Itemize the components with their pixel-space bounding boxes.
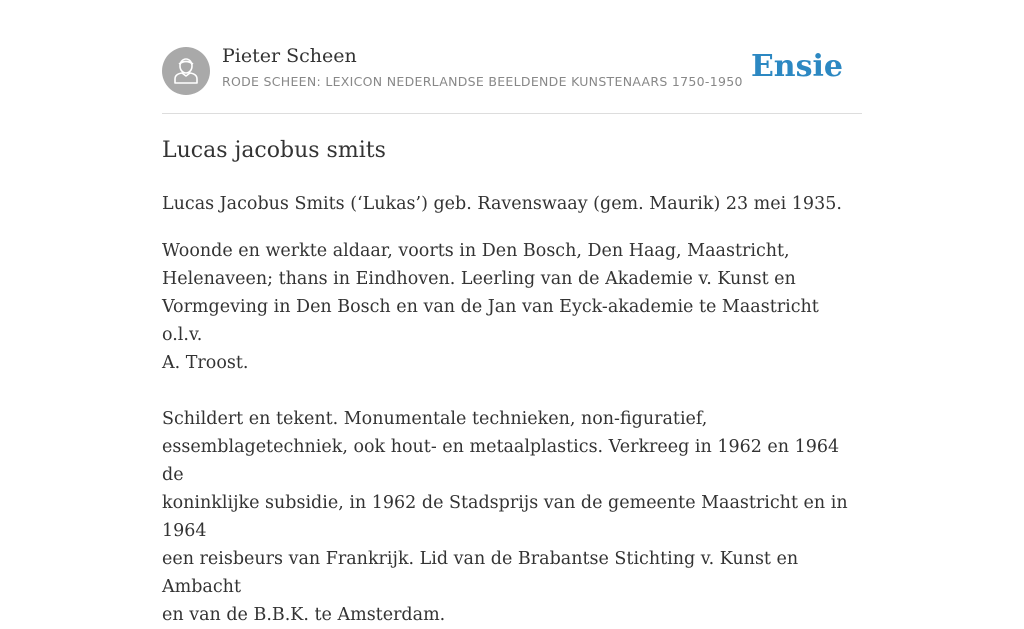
article-title: Lucas jacobus smits: [162, 138, 386, 163]
source-title[interactable]: RODE SCHEEN: LEXICON NEDERLANDSE BEELDENDE KUNSTENAARS 1750-1950: [222, 74, 743, 89]
avatar[interactable]: [162, 47, 210, 95]
user-silhouette-icon: [162, 47, 210, 95]
article-body-text: Woonde en werkte aldaar, voorts in Den Bosch, Den Haag, Maastricht, Helenaveen; thans in Eindhoven. Leerling van de Akademie v. Kunst en Vormgeving in Den Bosch en van de Jan van Eyck-akademie te Maastricht o.l.v. A. Troost. Schildert en tekent. Monumentale technieken, non-figuratief, essemblagetechniek, ook hout- en metaalplastics. Verkreeg in 1962 en 1964 de koninklijke subsidie, in 1962 de Stadsprijs van de gemeente Maastricht en in 1964 een reisbeurs van Frankrijk. Lid van de Brabantse Stichting v. Kunst en Ambacht en van de B.B.K. te Amsterdam.: [162, 241, 848, 625]
article-header: [162, 0, 862, 114]
brand-logo[interactable]: Ensie: [750, 49, 843, 84]
article-body: [162, 190, 862, 629]
content-column: [162, 0, 862, 625]
article-lead-paragraph: Lucas Jacobus Smits (‘Lukas’) geb. Ravenswaay (gem. Maurik) 23 mei 1935.: [162, 194, 842, 214]
author-name[interactable]: Pieter Scheen: [222, 45, 357, 67]
